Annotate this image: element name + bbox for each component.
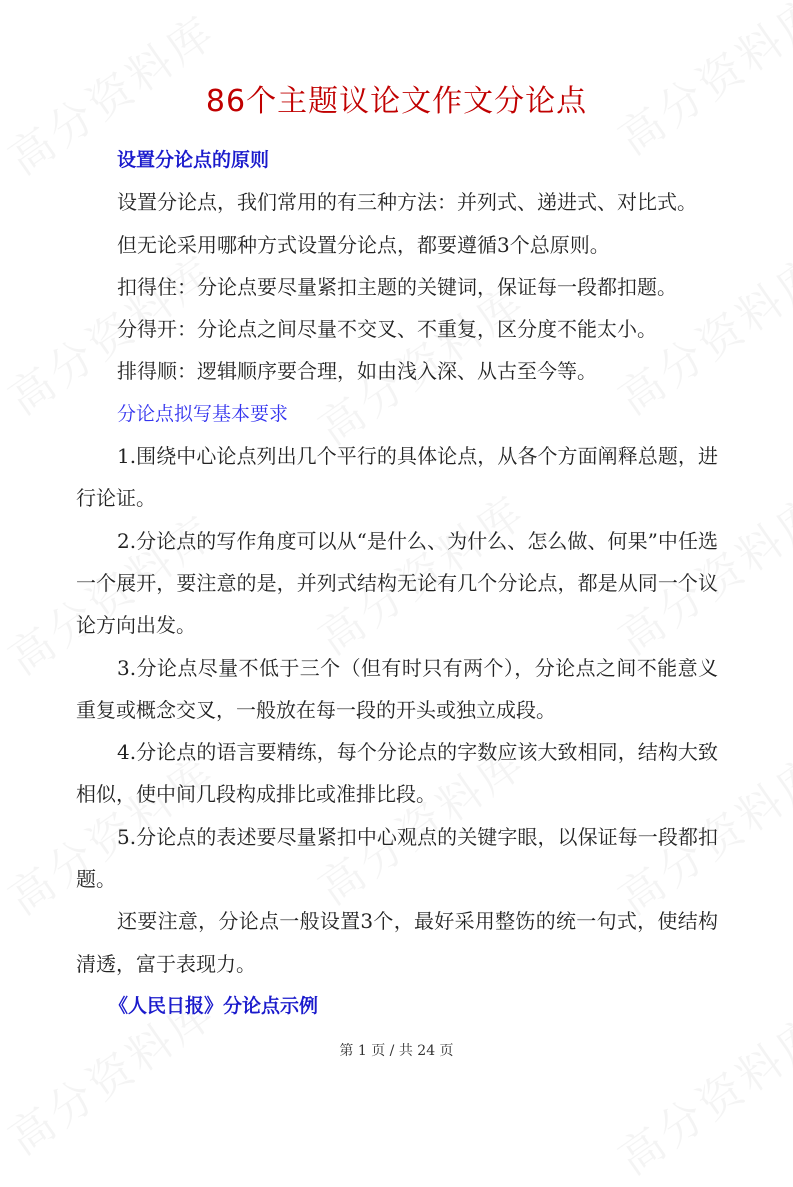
paragraph: 4.分论点的语言要精练，每个分论点的字数应该大致相同，结构大致相似，使中间几段构成排比或准排比段。 [76,740,718,807]
section-heading: 《人民日报》分论点示例 [109,994,319,1017]
paragraph: 但无论采用哪种方式设置分论点，都要遵循3个总原则。 [117,232,610,257]
paragraph: 分得开：分论点之间尽量不交叉、不重复，区分度不能太小。 [117,317,657,342]
paragraph: 5.分论点的表述要尽量紧扣中心观点的关键字眼，以保证每一段都扣题。 [76,824,718,892]
paragraph: 排得顺：逻辑顺序要合理，如由浅入深、从古至今等。 [117,359,597,384]
paragraph: 扣得住：分论点要尽量紧扣主题的关键词，保证每一段都扣题。 [117,274,677,299]
paragraph: 3.分论点尽量不低于三个（但有时只有两个），分论点之间不能意义重复或概念交叉，一般放在每一段的开头或独立成段。 [76,655,718,722]
page-footer: 第 1 页 / 共 24 页 [339,1043,454,1059]
paragraph: 1.围绕中心论点列出几个平行的具体论点，从各个方面阐释总题，进行论证。 [76,444,718,511]
paragraph: 2.分论点的写作角度可以从“是什么、为什么、怎么做、何果”中任选一个展开，要注意的是，并列式结构无论有几个分论点，都是从同一个议论方向出发。 [76,528,718,638]
section-heading: 分论点拟写基本要求 [117,402,289,425]
document-title: 86个主题议论文作文分论点 [205,84,588,119]
document-body [76,139,718,1027]
paragraph: 还要注意，分论点一般设置3个，最好采用整饬的统一句式，使结构清透，富于表现力。 [76,909,718,976]
section-heading: 设置分论点的原则 [117,149,270,171]
paragraph: 设置分论点，我们常用的有三种方法：并列式、递进式、对比式。 [117,190,697,215]
